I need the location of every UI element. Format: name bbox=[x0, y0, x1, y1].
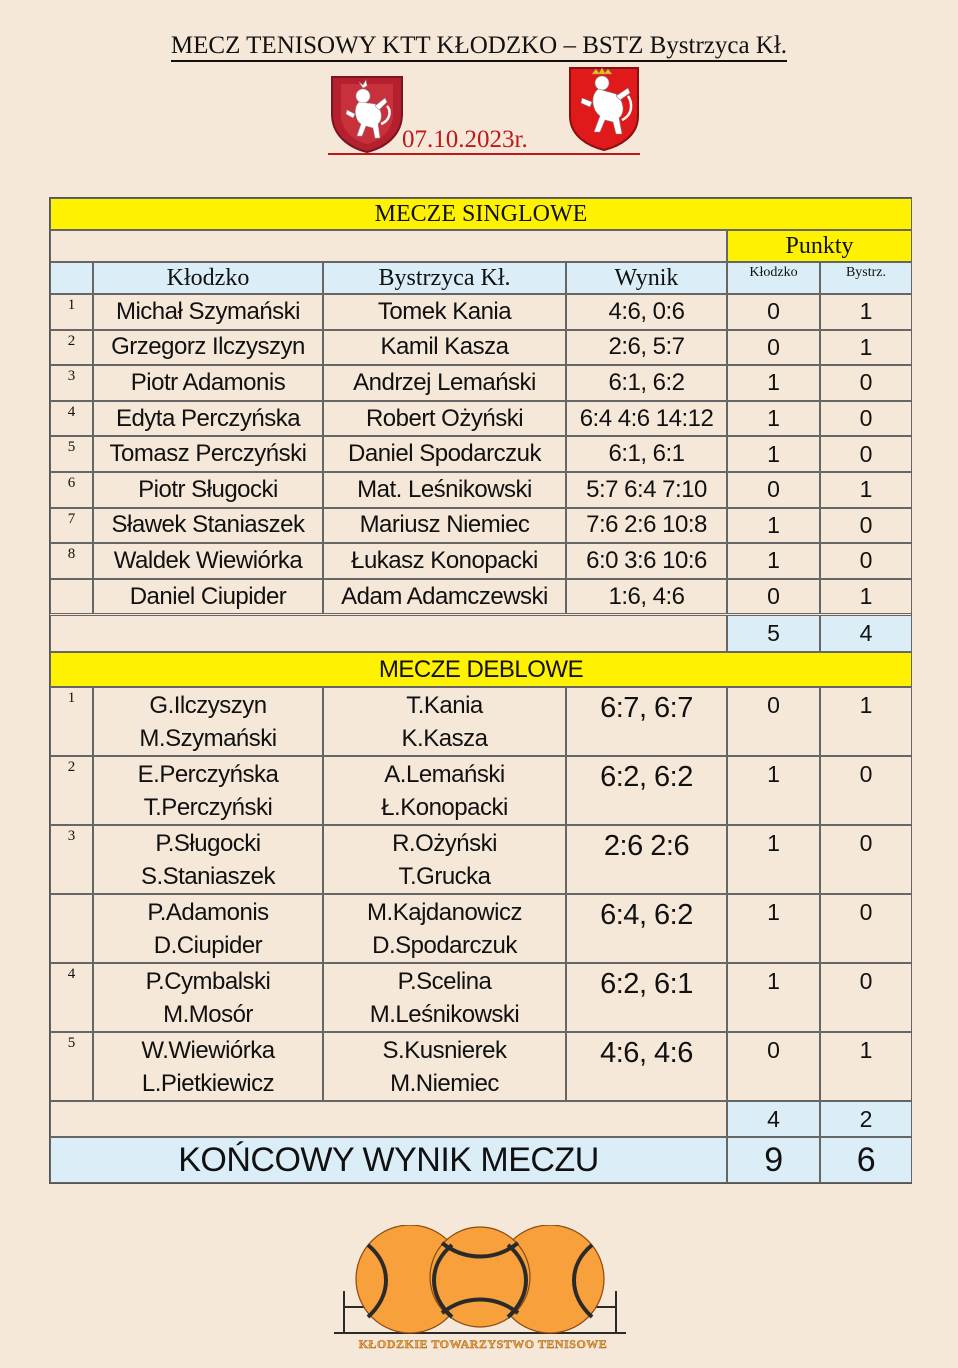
singles-home-points: 1 bbox=[727, 365, 820, 401]
doubles-away-points: 0 bbox=[820, 963, 912, 1032]
singles-home-player: Tomasz Perczyński bbox=[93, 436, 323, 472]
singles-row-number: 2 bbox=[50, 330, 93, 366]
doubles-away-points: 1 bbox=[820, 1032, 912, 1101]
singles-home-points: 0 bbox=[727, 330, 820, 366]
doubles-home-pair bbox=[93, 963, 323, 1032]
singles-row-number bbox=[50, 579, 93, 615]
doubles-home-pair-line-1: P.Sługocki bbox=[155, 829, 261, 857]
singles-row-number: 8 bbox=[50, 543, 93, 579]
singles-score: 4:6, 0:6 bbox=[566, 294, 727, 330]
singles-away-player: Andrzej Lemański bbox=[323, 365, 566, 401]
singles-away-points: 1 bbox=[820, 472, 912, 508]
singles-home-player: Sławek Staniaszek bbox=[93, 508, 323, 544]
doubles-away-pair bbox=[323, 687, 566, 756]
doubles-away-pair-line-1: A.Lemański bbox=[384, 760, 505, 788]
singles-away-points: 1 bbox=[820, 330, 912, 366]
doubles-row-number: 4 bbox=[50, 963, 93, 1032]
singles-score: 5:7 6:4 7:10 bbox=[566, 472, 727, 508]
page-title: MECZ TENISOWY KTT KŁODZKO – BSTZ Bystrzyca Kł. bbox=[0, 32, 958, 60]
singles-away-points: 0 bbox=[820, 436, 912, 472]
singles-away-points: 0 bbox=[820, 365, 912, 401]
doubles-away-pair-line-2: M.Leśnikowski bbox=[369, 1000, 520, 1028]
doubles-away-points: 0 bbox=[820, 894, 912, 963]
singles-score: 6:0 3:6 10:6 bbox=[566, 543, 727, 579]
singles-home-player: Piotr Sługocki bbox=[93, 472, 323, 508]
doubles-home-points: 1 bbox=[727, 756, 820, 825]
doubles-home-pair bbox=[93, 894, 323, 963]
singles-total-spacer bbox=[50, 615, 727, 652]
doubles-home-pair-line-1: P.Adamonis bbox=[147, 898, 269, 926]
doubles-score: 6:2, 6:2 bbox=[566, 756, 727, 825]
singles-section-title: MECZE SINGLOWE bbox=[50, 198, 912, 230]
doubles-away-pair-line-2: Ł.Konopacki bbox=[381, 793, 508, 821]
singles-away-player: Adam Adamczewski bbox=[323, 579, 566, 615]
klodzko-crest-icon bbox=[329, 74, 405, 154]
header-home: Kłodzko bbox=[93, 262, 323, 294]
singles-home-player: Piotr Adamonis bbox=[93, 365, 323, 401]
doubles-away-pair-line-2: M.Niemiec bbox=[390, 1069, 499, 1097]
singles-home-points: 1 bbox=[727, 508, 820, 544]
doubles-row-number: 1 bbox=[50, 687, 93, 756]
singles-away-points: 1 bbox=[820, 579, 912, 615]
date-underline bbox=[328, 153, 640, 155]
doubles-home-pair-line-1: W.Wiewiórka bbox=[141, 1036, 275, 1064]
match-date: 07.10.2023r. bbox=[402, 126, 528, 153]
singles-home-player: Michał Szymański bbox=[93, 294, 323, 330]
bystrzyca-crest-icon bbox=[568, 66, 640, 152]
doubles-score: 2:6 2:6 bbox=[566, 825, 727, 894]
doubles-home-pair bbox=[93, 756, 323, 825]
doubles-home-pair-line-2: L.Pietkiewicz bbox=[141, 1069, 275, 1097]
doubles-home-pair-line-1: G.Ilczyszyn bbox=[149, 691, 267, 719]
singles-total-home: 5 bbox=[727, 615, 820, 652]
doubles-score: 6:2, 6:1 bbox=[566, 963, 727, 1032]
doubles-total-away: 2 bbox=[820, 1101, 912, 1137]
doubles-away-pair bbox=[323, 1032, 566, 1101]
doubles-home-points: 0 bbox=[727, 687, 820, 756]
singles-home-points: 0 bbox=[727, 579, 820, 615]
singles-score: 7:6 2:6 10:8 bbox=[566, 508, 727, 544]
doubles-away-pair-line-2: K.Kasza bbox=[401, 724, 488, 752]
doubles-away-points: 0 bbox=[820, 756, 912, 825]
singles-row-number: 3 bbox=[50, 365, 93, 401]
singles-away-player: Mariusz Niemiec bbox=[323, 508, 566, 544]
doubles-away-pair bbox=[323, 963, 566, 1032]
doubles-away-pair bbox=[323, 756, 566, 825]
doubles-away-pair bbox=[323, 825, 566, 894]
singles-home-player: Edyta Perczyńska bbox=[93, 401, 323, 437]
doubles-total-spacer bbox=[50, 1101, 727, 1137]
doubles-row-number: 5 bbox=[50, 1032, 93, 1101]
final-result-label: KOŃCOWY WYNIK MECZU bbox=[50, 1137, 727, 1183]
doubles-score: 6:7, 6:7 bbox=[566, 687, 727, 756]
tennis-balls-icon bbox=[330, 1225, 630, 1335]
singles-away-player: Tomek Kania bbox=[323, 294, 566, 330]
doubles-away-pair-line-1: P.Scelina bbox=[397, 967, 492, 995]
doubles-away-pair-line-1: T.Kania bbox=[406, 691, 483, 719]
header-away-points: Bystrz. bbox=[820, 262, 912, 294]
singles-away-points: 0 bbox=[820, 543, 912, 579]
singles-home-player: Daniel Ciupider bbox=[93, 579, 323, 615]
doubles-row-number: 2 bbox=[50, 756, 93, 825]
doubles-home-pair-line-2: M.Szymański bbox=[139, 724, 277, 752]
doubles-away-pair-line-1: R.Ożyński bbox=[392, 829, 497, 857]
doubles-row-number: 3 bbox=[50, 825, 93, 894]
final-result-away: 6 bbox=[820, 1137, 912, 1183]
singles-score: 1:6, 4:6 bbox=[566, 579, 727, 615]
doubles-away-pair-line-2: T.Grucka bbox=[398, 862, 491, 890]
doubles-home-pair-line-1: E.Perczyńska bbox=[137, 760, 279, 788]
doubles-score: 6:4, 6:2 bbox=[566, 894, 727, 963]
header-number bbox=[50, 262, 93, 294]
singles-row-number: 5 bbox=[50, 436, 93, 472]
singles-away-points: 0 bbox=[820, 401, 912, 437]
singles-home-points: 1 bbox=[727, 543, 820, 579]
final-result-home: 9 bbox=[727, 1137, 820, 1183]
singles-row-number: 4 bbox=[50, 401, 93, 437]
doubles-away-pair-line-1: M.Kajdanowicz bbox=[367, 898, 522, 926]
singles-score: 6:4 4:6 14:12 bbox=[566, 401, 727, 437]
doubles-away-pair-line-1: S.Kusnierek bbox=[382, 1036, 507, 1064]
singles-total-away: 4 bbox=[820, 615, 912, 652]
singles-away-player: Łukasz Konopacki bbox=[323, 543, 566, 579]
doubles-home-pair-line-2: T.Perczyński bbox=[143, 793, 273, 821]
singles-away-points: 0 bbox=[820, 508, 912, 544]
singles-score: 2:6, 5:7 bbox=[566, 330, 727, 366]
doubles-home-pair bbox=[93, 1032, 323, 1101]
header-home-points: Kłodzko bbox=[727, 262, 820, 294]
blank-row bbox=[50, 230, 727, 262]
doubles-away-points: 0 bbox=[820, 825, 912, 894]
doubles-home-pair-line-2: D.Ciupider bbox=[153, 931, 263, 959]
doubles-home-pair-line-2: S.Staniaszek bbox=[140, 862, 276, 890]
doubles-home-points: 1 bbox=[727, 963, 820, 1032]
singles-score: 6:1, 6:2 bbox=[566, 365, 727, 401]
results-table bbox=[49, 197, 912, 1184]
singles-score: 6:1, 6:1 bbox=[566, 436, 727, 472]
singles-home-points: 1 bbox=[727, 401, 820, 437]
singles-away-player: Mat. Leśnikowski bbox=[323, 472, 566, 508]
singles-row-number: 7 bbox=[50, 508, 93, 544]
doubles-home-points: 1 bbox=[727, 825, 820, 894]
singles-home-player: Grzegorz Ilczyszyn bbox=[93, 330, 323, 366]
singles-home-points: 0 bbox=[727, 472, 820, 508]
singles-home-player: Waldek Wiewiórka bbox=[93, 543, 323, 579]
doubles-section-title: MECZE DEBLOWE bbox=[50, 652, 912, 687]
doubles-away-pair bbox=[323, 894, 566, 963]
singles-row-number: 1 bbox=[50, 294, 93, 330]
doubles-home-points: 0 bbox=[727, 1032, 820, 1101]
points-header: Punkty bbox=[727, 230, 912, 262]
doubles-score: 4:6, 4:6 bbox=[566, 1032, 727, 1101]
doubles-home-points: 1 bbox=[727, 894, 820, 963]
singles-away-player: Kamil Kasza bbox=[323, 330, 566, 366]
header-score: Wynik bbox=[566, 262, 727, 294]
doubles-away-pair-line-2: D.Spodarczuk bbox=[372, 931, 517, 959]
singles-row-number: 6 bbox=[50, 472, 93, 508]
singles-home-points: 1 bbox=[727, 436, 820, 472]
doubles-home-pair-line-2: M.Mosór bbox=[163, 1000, 253, 1028]
doubles-home-pair bbox=[93, 825, 323, 894]
logo-text: KŁODZKIE TOWARZYSTWO TENISOWE bbox=[358, 1337, 608, 1351]
doubles-total-home: 4 bbox=[727, 1101, 820, 1137]
singles-home-points: 0 bbox=[727, 294, 820, 330]
singles-away-player: Robert Ożyński bbox=[323, 401, 566, 437]
singles-away-player: Daniel Spodarczuk bbox=[323, 436, 566, 472]
singles-away-points: 1 bbox=[820, 294, 912, 330]
doubles-home-pair bbox=[93, 687, 323, 756]
doubles-row-number bbox=[50, 894, 93, 963]
doubles-away-points: 1 bbox=[820, 687, 912, 756]
header-away: Bystrzyca Kł. bbox=[323, 262, 566, 294]
doubles-home-pair-line-1: P.Cymbalski bbox=[145, 967, 271, 995]
